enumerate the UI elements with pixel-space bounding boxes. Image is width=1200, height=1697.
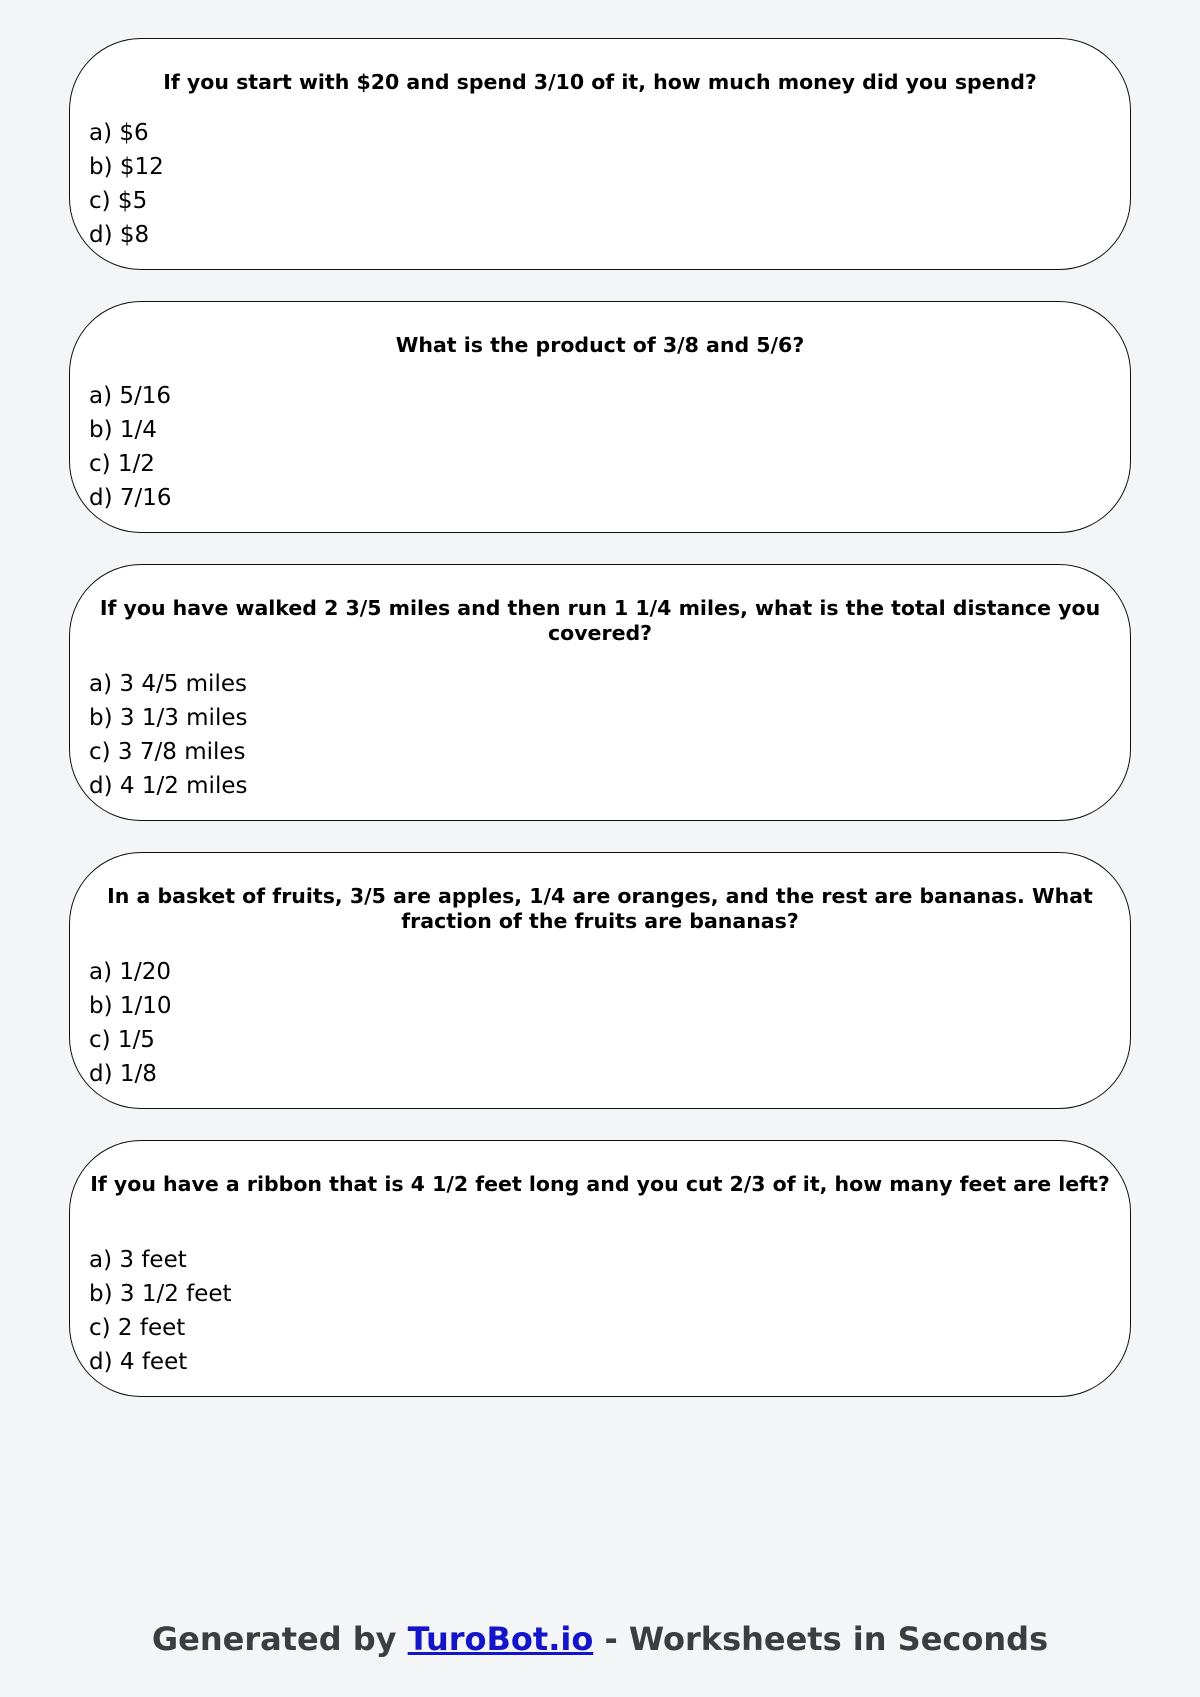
footer-credit — [0, 1619, 1200, 1659]
option-b: b) $12 — [89, 154, 164, 180]
option-b: b) 1/4 — [89, 417, 157, 443]
options-list — [89, 116, 164, 252]
option-c: c) $5 — [89, 188, 148, 214]
option-d: d) 4 1/2 miles — [89, 773, 248, 799]
option-a: a) $6 — [89, 120, 149, 146]
option-c: c) 2 feet — [89, 1315, 186, 1341]
turobot-link[interactable]: TuroBot.io — [407, 1620, 594, 1658]
options-list — [89, 667, 247, 803]
option-d: d) 4 feet — [89, 1349, 188, 1375]
footer-suffix: - Worksheets in Seconds — [593, 1620, 1049, 1658]
option-b: b) 1/10 — [89, 993, 172, 1019]
option-a: a) 5/16 — [89, 383, 172, 409]
option-d: d) 1/8 — [89, 1061, 157, 1087]
option-d: d) $8 — [89, 222, 150, 248]
question-text: In a basket of fruits, 3/5 are apples, 1/4 are oranges, and the rest are bananas. What fraction of the fruits are bananas? — [107, 884, 1093, 933]
options-list — [89, 379, 172, 515]
options-list — [89, 1243, 232, 1379]
option-a: a) 3 4/5 miles — [89, 671, 247, 697]
question-card-4 — [69, 852, 1131, 1109]
option-c: c) 1/5 — [89, 1027, 155, 1053]
option-b: b) 3 1/2 feet — [89, 1281, 232, 1307]
option-b: b) 3 1/3 miles — [89, 705, 248, 731]
options-list — [89, 955, 172, 1091]
question-text: If you have a ribbon that is 4 1/2 feet long and you cut 2/3 of it, how many feet are left? — [90, 1172, 1110, 1196]
question-text: What is the product of 3/8 and 5/6? — [395, 333, 805, 357]
option-a: a) 1/20 — [89, 959, 172, 985]
question-text: If you start with $20 and spend 3/10 of it, how much money did you spend? — [163, 70, 1037, 94]
option-d: d) 7/16 — [89, 485, 172, 511]
option-c: c) 3 7/8 miles — [89, 739, 246, 765]
question-card-1 — [69, 38, 1131, 270]
question-text: If you have walked 2 3/5 miles and then run 1 1/4 miles, what is the total distance you covered? — [99, 596, 1101, 645]
question-card-2 — [69, 301, 1131, 533]
question-card-3 — [69, 564, 1131, 821]
footer-prefix: Generated by — [151, 1620, 408, 1658]
question-card-5 — [69, 1140, 1131, 1397]
option-c: c) 1/2 — [89, 451, 155, 477]
option-a: a) 3 feet — [89, 1247, 187, 1273]
